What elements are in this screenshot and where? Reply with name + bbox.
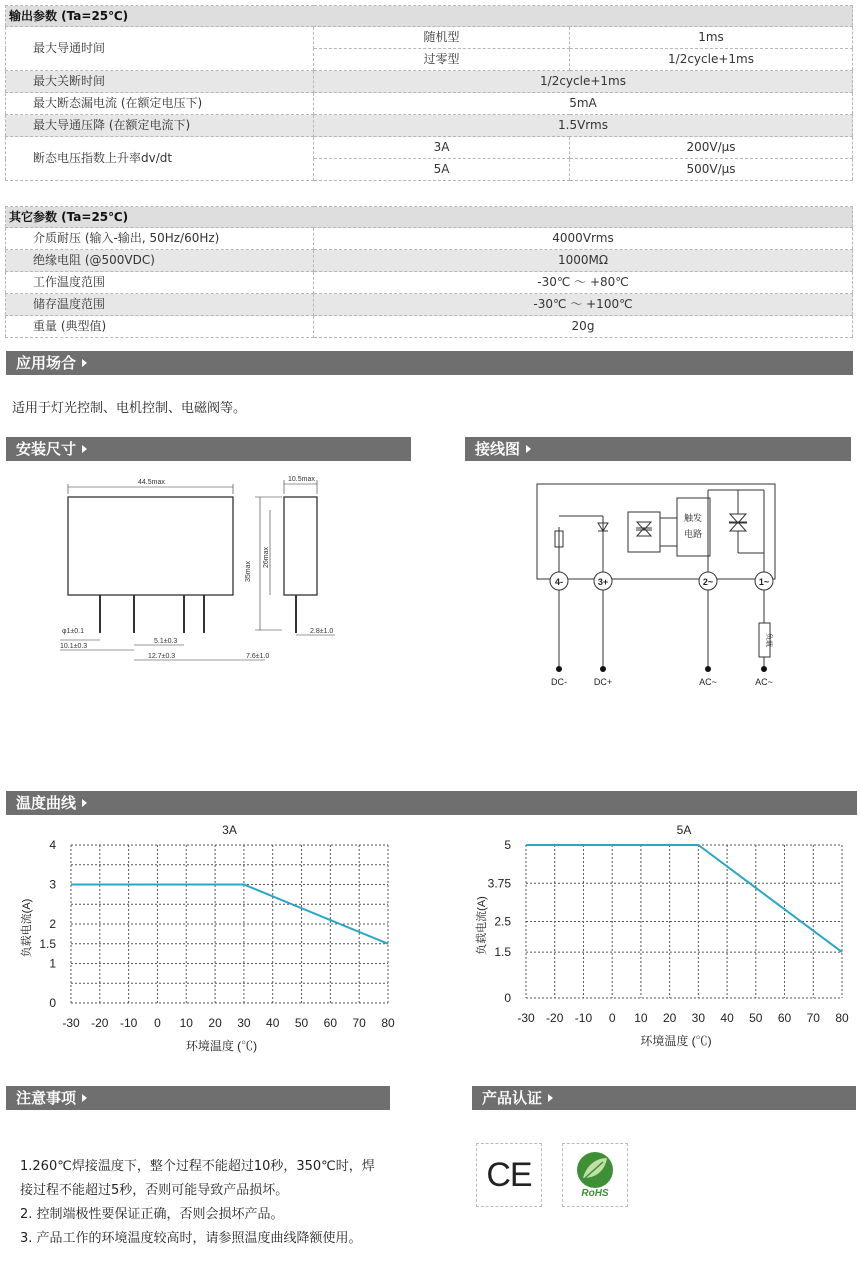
max-off-time-value: 1/2cycle+1ms: [314, 71, 853, 93]
pin-label: 1~: [758, 577, 770, 587]
other-row-label: 介质耐压 (输入-输出, 50Hz/60Hz): [6, 228, 314, 250]
note-line: 1.260℃焊接温度下，整个过程不能超过10秒，350℃时，焊: [20, 1159, 375, 1174]
install-title: 安装尺寸: [16, 440, 77, 458]
pin-label: 2~: [702, 577, 714, 587]
caret-right-icon: [548, 1094, 553, 1102]
application-header: [6, 351, 853, 375]
pin-label: 3+: [597, 577, 609, 587]
rohs-badge: [562, 1143, 628, 1207]
x-tick-label: 0: [608, 1011, 616, 1025]
install-drawing: [50, 470, 350, 670]
y-tick-label: 3: [49, 877, 56, 892]
caret-right-icon: [82, 1094, 87, 1102]
chart-title: 5A: [676, 823, 692, 837]
opto-triac-box: [628, 512, 660, 552]
relay-side-body: [284, 497, 317, 595]
terminal-label: DC-: [551, 677, 567, 687]
trigger-label-2: 电路: [683, 529, 703, 539]
trigger-label-1: 触发: [683, 513, 703, 523]
max-leak-value: 5mA: [314, 93, 853, 115]
caret-right-icon: [82, 445, 87, 453]
other-row-value: 1000MΩ: [314, 250, 853, 272]
notes-list: [20, 1155, 375, 1251]
x-tick-label: -20: [546, 1011, 564, 1025]
note-line: 接过程不能超过5秒，否则可能导致产品损坏。: [20, 1183, 289, 1198]
dvdt-5a: 5A: [314, 159, 570, 181]
dim-d5: 2.8±1.0: [310, 628, 334, 635]
zero-value: 1/2cycle+1ms: [570, 49, 853, 71]
wiring-diagram: [530, 478, 790, 690]
other-row-label: 重量 (典型值): [6, 316, 314, 338]
relay-front-body: [68, 497, 233, 595]
load-label: 负载: [765, 633, 772, 647]
max-drop-label: 最大导通压降 (在额定电流下): [6, 115, 314, 137]
caret-right-icon: [526, 445, 531, 453]
dim-h2: 26max: [263, 546, 270, 568]
other-row-label: 储存温度范围: [6, 294, 314, 316]
other-params-table: [5, 206, 853, 338]
max-leak-label: 最大断态漏电流 (在额定电压下): [6, 93, 314, 115]
derating-chart-5a: [455, 818, 860, 1063]
y-axis-label: 负载电流(A): [21, 898, 33, 958]
other-row-label: 绝缘电阻 (@500VDC): [6, 250, 314, 272]
notes-header: [6, 1086, 390, 1110]
random-type: 随机型: [314, 27, 570, 49]
chart-title: 3A: [222, 823, 237, 837]
x-tick-label: 30: [691, 1011, 706, 1025]
x-tick-label: 20: [208, 1016, 222, 1030]
x-tick-label: 30: [237, 1016, 251, 1030]
x-tick-label: 40: [266, 1016, 280, 1030]
x-tick-label: 40: [720, 1011, 734, 1025]
wiring-title: 接线图: [475, 440, 521, 458]
y-tick-label: 2.5: [494, 914, 511, 929]
x-tick-label: -20: [91, 1016, 109, 1030]
y-tick-label: 1: [49, 956, 56, 971]
note-line: 3. 产品工作的环境温度较高时，请参照温度曲线降额使用。: [20, 1231, 362, 1246]
dvdt-3a-value: 200V/μs: [570, 137, 853, 159]
y-tick-label: 2: [49, 917, 56, 931]
terminal-dot: [556, 666, 562, 672]
other-row-value: 20g: [314, 316, 853, 338]
zero-type: 过零型: [314, 49, 570, 71]
y-axis-label: 负载电流(A): [476, 896, 488, 955]
cert-title: 产品认证: [482, 1089, 543, 1107]
dim-thick: 10.5max: [288, 476, 315, 483]
x-tick-label: 50: [294, 1016, 309, 1030]
y-tick-label: 0: [49, 996, 56, 1010]
derating-curve: [526, 845, 842, 952]
x-tick-label: 20: [662, 1011, 677, 1025]
application-title: 应用场合: [16, 354, 77, 372]
x-tick-label: -10: [119, 1016, 138, 1030]
y-tick-label: 1.5: [494, 945, 511, 960]
rohs-text: RoHS: [581, 1188, 609, 1199]
terminal-dot: [761, 666, 767, 672]
x-tick-label: 80: [835, 1011, 849, 1025]
ce-badge: [476, 1143, 542, 1207]
dim-d1: 10.1±0.3: [60, 643, 88, 650]
terminal-label: AC~: [755, 677, 773, 687]
other-row-label: 工作温度范围: [6, 272, 314, 294]
pin-label: 4-: [554, 577, 564, 587]
dim-d3: 12.7±0.3: [148, 653, 176, 660]
ce-mark: CE: [486, 1155, 532, 1194]
temp-curve-title: 温度曲线: [16, 794, 77, 812]
derating-curve: [71, 885, 388, 944]
x-tick-label: 0: [154, 1016, 161, 1030]
x-tick-label: 70: [806, 1011, 820, 1025]
x-tick-label: 70: [352, 1016, 366, 1030]
dvdt-label: 断态电压指数上升率dv/dt: [6, 137, 314, 181]
other-row-value: -30℃ ～ +100℃: [314, 294, 853, 316]
dim-h1: 35max: [245, 560, 252, 582]
output-params-table: [5, 5, 853, 181]
x-axis-label: 环境温度 (℃): [640, 1034, 712, 1048]
temp-curve-header: [6, 791, 857, 815]
x-tick-label: -30: [62, 1016, 80, 1030]
x-axis-label: 环境温度 (℃): [185, 1039, 258, 1053]
y-tick-label: 4: [49, 838, 56, 852]
max-on-time-label: 最大导通时间: [6, 27, 314, 71]
other-params-title: 其它参数 (Ta=25℃): [6, 207, 853, 228]
application-text: 适用于灯光控制、电机控制、电磁阀等。: [12, 401, 247, 416]
trigger-circuit-box: [677, 498, 710, 556]
x-tick-label: 80: [381, 1016, 395, 1030]
dim-pin: φ1±0.1: [62, 628, 85, 635]
triac-icon: [637, 522, 651, 530]
dim-d2: 5.1±0.3: [154, 638, 178, 645]
terminal-dot: [600, 666, 606, 672]
y-tick-label: 3.75: [487, 876, 511, 891]
caret-right-icon: [82, 359, 87, 367]
rohs-leaf-icon: [563, 1144, 627, 1206]
install-header: [6, 437, 411, 461]
x-tick-label: 60: [777, 1011, 792, 1025]
output-params-title: 输出参数 (Ta=25℃): [6, 6, 853, 27]
x-tick-label: 10: [634, 1011, 648, 1025]
note-line: 2. 控制端极性要保证正确，否则会损坏产品。: [20, 1207, 284, 1222]
dim-width: 44.5max: [138, 479, 165, 486]
terminal-label: AC~: [699, 677, 717, 687]
x-tick-label: -10: [574, 1011, 593, 1025]
y-tick-label: 5: [504, 838, 511, 852]
terminal-label: DC+: [593, 677, 613, 687]
other-row-value: -30℃ ～ +80℃: [314, 272, 853, 294]
random-value: 1ms: [570, 27, 853, 49]
notes-title: 注意事项: [16, 1089, 77, 1107]
y-tick-label: 0: [504, 991, 511, 1005]
dvdt-5a-value: 500V/μs: [570, 159, 853, 181]
wiring-header: [465, 437, 851, 461]
y-tick-label: 1.5: [39, 936, 56, 951]
derating-chart-3a: [0, 818, 420, 1063]
x-tick-label: 50: [749, 1011, 763, 1025]
cert-header: [472, 1086, 856, 1110]
terminal-dot: [705, 666, 711, 672]
max-off-time-label: 最大关断时间: [6, 71, 314, 93]
dvdt-3a: 3A: [314, 137, 570, 159]
dim-d4: 7.6±1.0: [246, 653, 270, 660]
caret-right-icon: [82, 799, 87, 807]
other-row-value: 4000Vrms: [314, 228, 853, 250]
max-drop-value: 1.5Vrms: [314, 115, 853, 137]
x-tick-label: -30: [517, 1011, 535, 1025]
x-tick-label: 10: [179, 1016, 193, 1030]
x-tick-label: 60: [323, 1016, 338, 1030]
